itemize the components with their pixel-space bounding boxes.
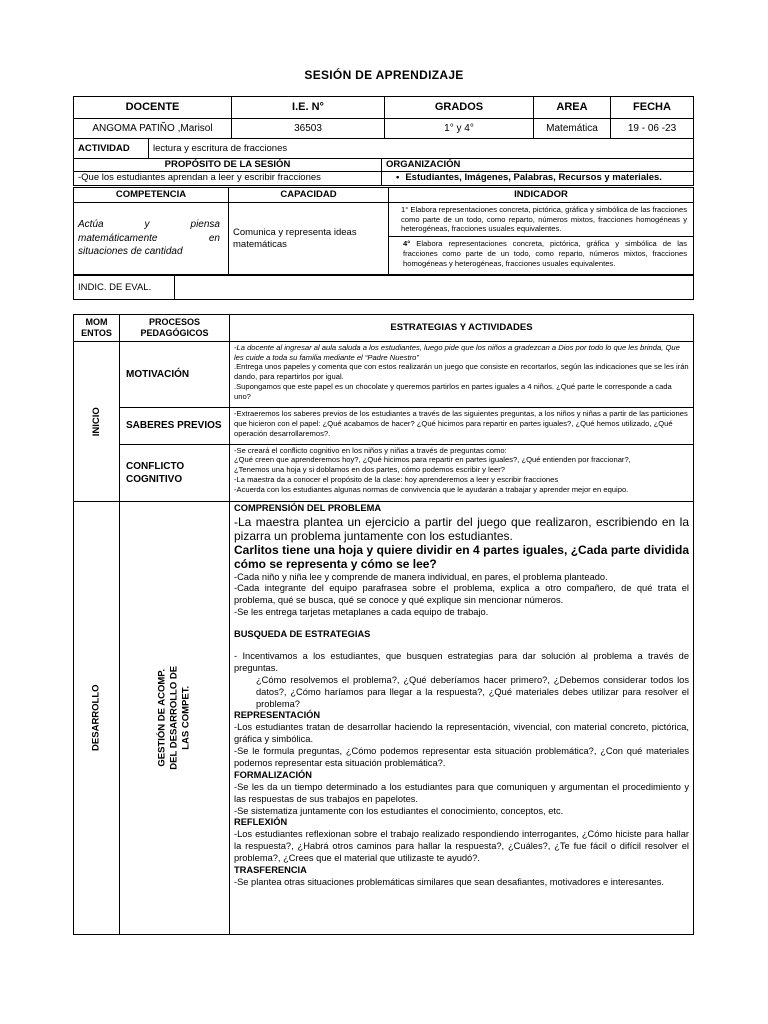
details-table — [73, 138, 694, 186]
conflicto-3: ¿Tenemos una hoja y si doblamos en dos partes, cómo podemos escribir y leer? — [234, 465, 505, 475]
formalizacion-title: FORMALIZACIÓN — [234, 769, 312, 780]
organizacion-text: Estudiantes, Imágenes, Palabras, Recursos y materiales. — [405, 172, 662, 183]
comprension-4: -Cada integrante del equipo parafrasea sobre el problema, explica a otro compañero, de qué trata el problema, qué se busca, qué se conoce y qué explique sin mencionar números. — [234, 583, 689, 606]
indicador-2 — [389, 237, 693, 271]
comprension-3: -Cada niño y niña lee y comprende de manera individual, en pares, el problema planteado. — [234, 571, 608, 582]
estrategias-header: ESTRATEGIAS Y ACTIVIDADES — [230, 315, 694, 342]
comprension-1: -La maestra plantea un ejercicio a partir del juego que realizaron, escribiendo en la pizarra un problema juntamente con los estudiantes. — [234, 514, 689, 544]
ie-number: 36503 — [232, 119, 385, 139]
actividad-value: lectura y escritura de fracciones — [149, 139, 694, 159]
capacidad-label: CAPACIDAD — [229, 188, 389, 203]
saberes-1: -Extraeremos los saberes previos de los estudiantes a través de las siguientes preguntas, a los niños y niñas a partir de las particiones que hicieron con el papel: ¿Qué acabamos de hacer? ¿Qué hicimos para repartir en partes iguales?, ¿Qué hemos utilizado, ¿Qué operación desarrollaremos?. — [234, 409, 688, 438]
conflicto-5: -Acuerda con los estudiantes algunas normas de convivencia que le ayudarán a trabajar y aprender mejor en equipo. — [234, 484, 629, 494]
gestion-cell — [120, 502, 230, 935]
conflicto-4: -La maestra da a conocer el propósito de la clase: hoy aprenderemos a leer y escribir fracciones — [234, 474, 559, 484]
motivacion-content — [230, 342, 694, 408]
formalizacion-2: -Se sistematiza juntamente con los estudiantes el conocimiento, conceptos, etc. — [234, 805, 564, 816]
conflicto-2: ¿Qué creen que aprenderemos hoy?, ¿Qué hicimos para repartir en partes iguales?, ¿Qué entienden por fraccionar?, — [234, 455, 631, 465]
momentos-header: MOM ENTOS — [74, 315, 120, 342]
conflicto-1: -Se creará el conflicto cognitivo en los niños y niñas a través de preguntas como: — [234, 445, 507, 455]
indic-eval-table — [73, 275, 694, 300]
indic-eval-value — [175, 276, 694, 300]
area-value-cell: Matemática — [534, 119, 611, 139]
competencia-label: COMPETENCIA — [74, 188, 229, 203]
conflicto-content — [230, 444, 694, 501]
actividad-label: ACTIVIDAD — [74, 139, 149, 159]
indicador-value — [389, 203, 694, 275]
conflicto-label: CONFLICTO COGNITIVO — [120, 444, 230, 501]
header-table — [73, 96, 694, 139]
docente-header-cell: DOCENTE — [74, 97, 232, 119]
activities-table — [73, 314, 694, 935]
fecha-value: 19 - 06 -23 — [611, 119, 694, 139]
desarrollo-label: DESARROLLO — [90, 684, 102, 752]
indicador-1-text: Elabora representaciones concreta, pictórica, gráfica y simbólica de las fracciones como parte de un todo, como reparto, números mixtos, fracciones homogéneas y heterogéneas, fracciones usuales equivalentes. — [401, 205, 687, 234]
representacion-title: REPRESENTACIÓN — [234, 710, 321, 721]
motivacion-label: MOTIVACIÓN — [120, 342, 230, 408]
area-header-cell: AREA — [534, 97, 611, 119]
organizacion-value — [382, 172, 694, 186]
inicio-label: INICIO — [90, 406, 102, 437]
indicador-2-text: Elabora representaciones concreta, pictórica, gráfica y simbólica de las fracciones como parte de un todo, como reparto, números mixtos, fracciones homogéneas y heterogéneas, fracciones usuales equivalentes. — [403, 239, 687, 268]
inicio-cell — [74, 342, 120, 502]
formalizacion-1: -Se les da un tiempo determinado a los estudiantes para que comuniquen y argumentan el procedimiento y las respuestas de sus trabajos en papelotes. — [234, 781, 689, 804]
comprension-title: COMPRENSIÓN DEL PROBLEMA — [234, 503, 382, 513]
gestion-label: GESTIÓN DE ACOMP. DEL DESARROLLO DE LAS COMPET. — [156, 666, 192, 770]
proposito-label: PROPÓSITO DE LA SESIÓN — [74, 159, 382, 172]
ie-header-cell: I.E. N° — [232, 97, 385, 119]
comprension-5: -Se les entrega tarjetas metaplanes a cada equipo de trabajo. — [234, 607, 489, 618]
indicador-1 — [389, 203, 693, 237]
busqueda-1: - Incentivamos a los estudiantes, que busquen estrategias para dar solución al problema a través de preguntas. — [234, 650, 689, 673]
trasferencia-1: -Se plantea otras situaciones problemáticas similares que sean desafiantes, motivadores e interesantes. — [234, 876, 664, 887]
reflexion-title: REFLEXIÓN — [234, 817, 288, 828]
grados-header-cell: GRADOS — [385, 97, 534, 119]
indicador-2-grade: 4° — [403, 239, 411, 249]
motivacion-3: .Supongamos que este papel es un chocolate y queremos partirlos en partes iguales a 4 niños. ¿Qué parte le corresponde a cada uno? — [234, 381, 672, 401]
representacion-1: -Los estudiantes tratan de desarrollar haciendo la representación, vivencial, con material concreto, pictórica, gráfica y simbólica. — [234, 722, 689, 745]
indic-eval-label: INDIC. DE EVAL. — [74, 276, 175, 300]
proposito-value: -Que los estudiantes aprendan a leer y escribir fracciones — [74, 172, 382, 186]
procesos-header: PROCESOS PEDAGÓGICOS — [120, 315, 230, 342]
reflexion-1: -Los estudiantes reflexionan sobre el trabajo realizado respondiendo interrogantes, ¿Cómo hiciste para hallar la respuesta?, ¿Habrá otros caminos para hallar la respuesta?, ¿Cuáles?, ¿Te fue fácil o difícil resolver el problema?, ¿Crees que el material que utilizaste te ayudó?. — [234, 829, 689, 864]
motivacion-1: -La docente al ingresar al aula saluda a los estudiantes, luego pide que los niños a gradezcan a Dios por todo lo que les brinda, Que les cuide a toda su familia mediante el “Padre Nuestro” — [234, 343, 680, 362]
docente-name: ANGOMA PATIÑO ,Marisol — [74, 119, 232, 139]
page-title: SESIÓN DE APRENDIZAJE — [304, 68, 464, 82]
saberes-content — [230, 408, 694, 444]
bullet-icon — [396, 172, 405, 183]
competencia-value: Actúa y piensa matemáticamente en situaciones de cantidad — [74, 203, 229, 275]
capacidad-value: Comunica y representa ideas matemáticas — [229, 203, 389, 275]
indicador-1-grade: 1° — [401, 205, 409, 214]
desarrollo-cell — [74, 502, 120, 935]
fecha-header-cell: FECHA — [611, 97, 694, 119]
busqueda-title: BUSQUEDA DE ESTRATEGIAS — [234, 629, 371, 640]
motivacion-2: .Entrega unos papeles y comenta que con estos realizarán un juego que consiste en recortarlos, según las indicaciones que se les irán dando, para repartirlos por igual. — [234, 362, 689, 382]
organizacion-label: ORGANIZACIÓN — [382, 159, 694, 172]
saberes-label: SABERES PREVIOS — [120, 408, 230, 444]
representacion-2: -Se le formula preguntas, ¿Cómo podemos representar esta situación problemática?, ¿Con qué materiales podemos representar esta situación problemática?. — [234, 746, 689, 768]
busqueda-2: ¿Cómo resolvemos el problema?, ¿Qué deberíamos hacer primero?, ¿Debemos considerar todos los datos?, ¿Cómo haríamos para llegar a la respuesta?, ¿Qué materiales debes utilizar para resolver el problema? — [256, 674, 689, 709]
trasferencia-title: TRASFERENCIA — [234, 865, 307, 875]
desarrollo-content — [230, 502, 694, 935]
competencia-table — [73, 187, 694, 275]
indicador-label: INDICADOR — [389, 188, 694, 203]
grados-value-cell: 1° y 4° — [385, 119, 534, 139]
comprension-2: Carlitos tiene una hoja y quiere dividir en 4 partes iguales, ¿Cada parte dividida cómo se representa y cómo se lee? — [234, 543, 689, 572]
